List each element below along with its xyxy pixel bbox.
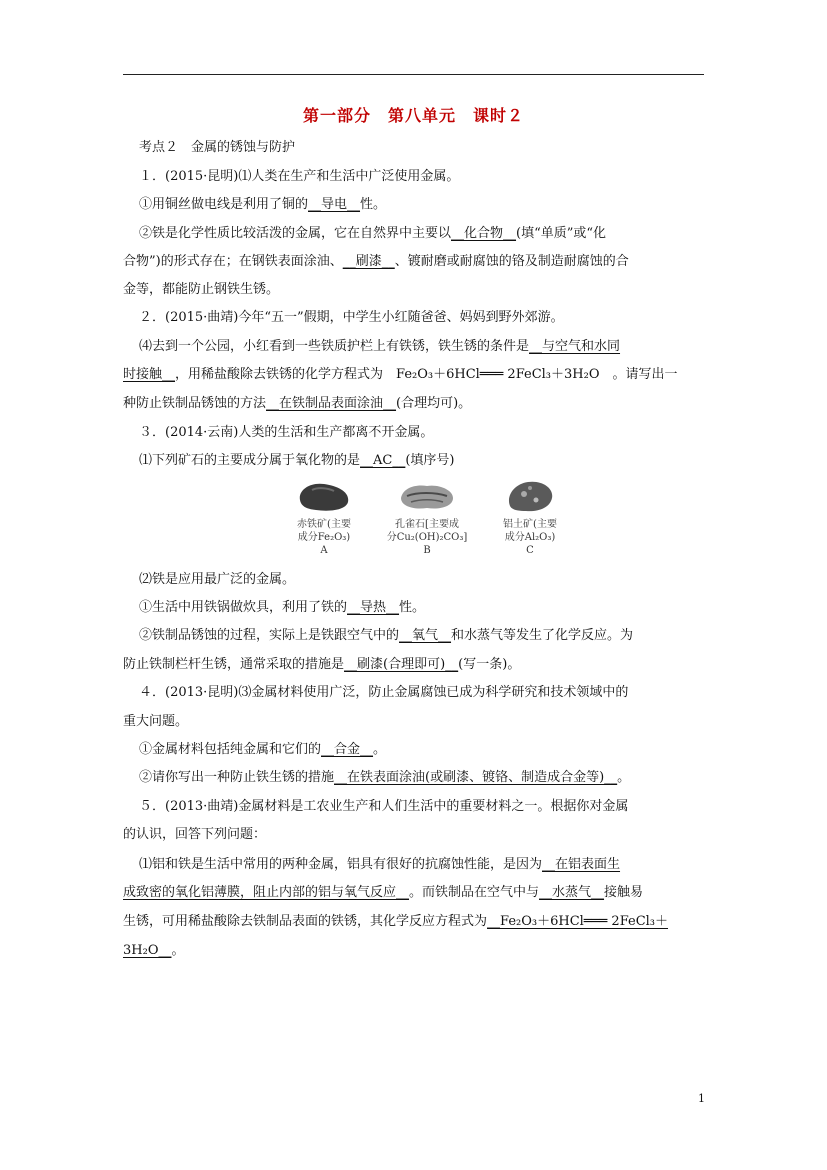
line-text: １．(2015·昆明)⑴人类在生产和生活中广泛使用金属。	[139, 169, 460, 184]
text-line	[139, 309, 564, 326]
text-line	[139, 599, 425, 616]
text-line	[139, 741, 386, 758]
line-text: ⑷去到一个公园，小红看到一些铁质护栏上有铁锈，铁生锈的条件是	[139, 339, 530, 354]
text-line	[123, 884, 643, 901]
line-text: 性。	[360, 197, 387, 212]
malachite-rock-image	[397, 478, 457, 514]
line-text: (写一条)。	[458, 657, 521, 672]
text-line	[139, 452, 455, 469]
answer-blank: __在铁表面涂油(或刷漆、镀铬、制造成合金等)__	[334, 770, 618, 785]
line-text: ⑴铝和铁是生活中常用的两种金属，铝具有很好的抗腐蚀性能，是因为	[139, 857, 543, 872]
line-text: 种防止铁制品锈蚀的方法	[123, 396, 267, 411]
ore-a-label-2: 成分Fe₂O₃)	[297, 532, 351, 543]
line-text: 和水蒸气等发生了化学反应。为	[451, 628, 634, 643]
line-text: 重大问题。	[123, 714, 189, 729]
answer-blank: __水蒸气__	[539, 885, 605, 900]
text-line	[139, 168, 459, 185]
header-rule	[123, 74, 704, 75]
answer-blank: __刷漆__	[342, 254, 395, 269]
text-line	[139, 424, 433, 441]
text-line	[123, 253, 629, 270]
line-text: 。而铁制品在空气中与	[409, 885, 540, 900]
answer-blank: 3H₂O__	[123, 943, 172, 958]
text-line	[139, 627, 633, 644]
line-text: ①金属材料包括纯金属和它们的	[139, 742, 322, 757]
ore-b-label-1: 孔雀石[主要成	[395, 519, 459, 530]
answer-blank: 成致密的氧化铝薄膜，阻止内部的铝与氧气反应__	[123, 885, 410, 900]
text-line	[139, 225, 606, 242]
line-text: 的认识，回答下列问题：	[123, 827, 267, 842]
line-text: ２．(2015·曲靖)今年“五一”假期，中学生小红随爸爸、妈妈到野外郊游。	[139, 310, 564, 325]
text-line	[139, 196, 386, 213]
ore-figure	[282, 478, 572, 568]
text-line	[123, 281, 279, 298]
answer-blank: __Fe₂O₃＋6HCl═══ 2FeCl₃＋	[487, 914, 669, 929]
line-text: (填“单质”或“化	[516, 226, 607, 241]
line-text: ３．(2014·云南)人类的生活和生产都离不开金属。	[139, 425, 434, 440]
line-text: 接触易	[604, 885, 644, 900]
text-line	[139, 798, 628, 815]
hematite-rock-image	[294, 478, 354, 514]
answer-blank: 时接触__	[123, 367, 176, 382]
text-line	[123, 395, 471, 412]
text-line	[139, 769, 630, 786]
line-text: 、镀耐磨或耐腐蚀的铬及制造耐腐蚀的合	[394, 254, 629, 269]
answer-blank: __在铝表面生	[542, 857, 621, 872]
answer-blank: __化合物__	[451, 226, 517, 241]
line-text: 。	[171, 943, 185, 958]
line-text: 考点２ 金属的锈蚀与防护	[139, 140, 296, 155]
ore-a-label-1: 赤铁矿(主要	[297, 519, 351, 530]
answer-blank: __导热__	[347, 600, 400, 615]
line-text: ②铁制品锈蚀的过程，实际上是铁跟空气中的	[139, 628, 400, 643]
page-number: 1	[698, 1092, 705, 1105]
answer-blank: __在铁制品表面涂油__	[266, 396, 397, 411]
text-line	[139, 571, 295, 588]
answer-blank: __氧气__	[399, 628, 452, 643]
ore-a	[282, 478, 366, 557]
ore-c-letter: C	[526, 545, 534, 556]
text-line	[123, 713, 188, 730]
line-text: 。	[373, 742, 387, 757]
line-text: ②铁是化学性质比较活泼的金属，它在自然界中主要以	[139, 226, 452, 241]
text-line	[123, 913, 668, 930]
line-text: 性。	[399, 600, 426, 615]
text-line	[139, 684, 628, 701]
line-text: 防止铁制栏杆生锈，通常采取的措施是	[123, 657, 345, 672]
text-line	[139, 856, 620, 873]
answer-blank: __刷漆(合理即可)__	[344, 657, 459, 672]
ore-b-letter: B	[423, 545, 431, 556]
ore-a-letter: A	[320, 545, 328, 556]
answer-blank: __AC__	[360, 453, 406, 468]
line-text: 金等，都能防止钢铁生锈。	[123, 282, 280, 297]
text-line	[123, 826, 266, 843]
ore-c	[488, 478, 572, 557]
line-text: (合理均可)。	[396, 396, 472, 411]
line-text: ⑴下列矿石的主要成分属于氧化物的是	[139, 453, 361, 468]
line-text: ，用稀盐酸除去铁锈的化学方程式为 Fe₂O₃＋6HCl═══ 2FeCl₃＋3H₂O 。请写出一	[175, 367, 678, 382]
ore-b	[385, 478, 469, 557]
line-text: ５．(2013·曲靖)金属材料是工农业生产和人们生活中的重要材料之一。根据你对金属	[139, 799, 629, 814]
line-text: ⑵铁是应用最广泛的金属。	[139, 572, 296, 587]
answer-blank: __合金__	[321, 742, 374, 757]
page-title: 第一部分 第八单元 课时２	[302, 106, 524, 125]
ore-c-label-2: 成分Al₂O₃)	[504, 532, 556, 543]
text-line	[123, 656, 520, 673]
line-text: (填序号)	[405, 453, 455, 468]
line-text: ４．(2013·昆明)⑶金属材料使用广泛，防止金属腐蚀已成为科学研究和技术领域中的	[139, 685, 629, 700]
bauxite-rock-image	[500, 478, 560, 514]
line-text: 。	[617, 770, 631, 785]
line-text: 合物”)的形式存在；在钢铁表面涂油、	[123, 254, 343, 269]
text-line	[139, 139, 295, 156]
line-text: ①用铜丝做电线是利用了铜的	[139, 197, 309, 212]
answer-blank: __导电__	[308, 197, 361, 212]
ore-c-label-1: 铝土矿(主要	[503, 519, 557, 530]
line-text: 生锈，可用稀盐酸除去铁制品表面的铁锈，其化学反应方程式为	[123, 914, 488, 929]
text-line	[139, 338, 620, 355]
line-text: ②请你写出一种防止铁生锈的措施	[139, 770, 335, 785]
answer-blank: __与空气和水同	[529, 339, 621, 354]
ore-b-label-2: 分Cu₂(OH)₂CO₃]	[386, 532, 468, 543]
line-text: ①生活中用铁锅做炊具，利用了铁的	[139, 600, 348, 615]
text-line	[123, 366, 678, 383]
text-line	[123, 942, 185, 959]
